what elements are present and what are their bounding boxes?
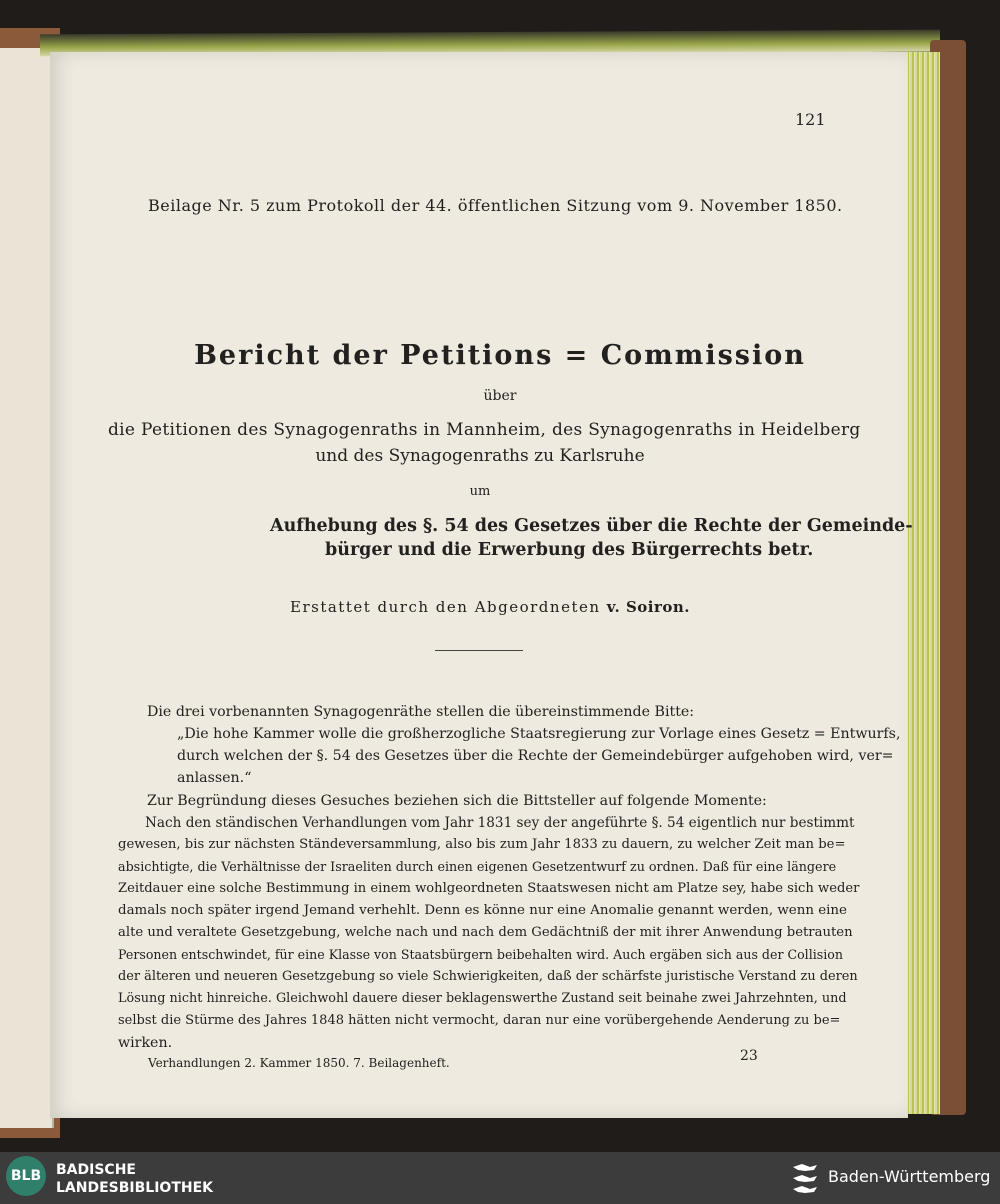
body-line: Personen entschwindet, für eine Klasse von Staatsbürgern beibehalten wird. Auch ergäben sich aus der Collision	[118, 947, 843, 962]
subject-line-2: bürger und die Erwerbung des Bürgerrechts betr.	[325, 540, 814, 560]
report-title: Bericht der Petitions = Commission	[194, 340, 806, 371]
petitions-line-2: und des Synagogenraths zu Karlsruhe	[315, 446, 645, 466]
library-name[interactable]	[56, 1161, 213, 1197]
library-name-line-2: LANDESBIBLIOTHEK	[56, 1180, 214, 1196]
left-page-edge	[0, 48, 54, 1128]
beilage-heading: Beilage Nr. 5 zum Protokoll der 44. öffentlichen Sitzung vom 9. November 1850.	[148, 196, 843, 215]
body-line: Die drei vorbenannten Synagogenräthe stellen die übereinstimmende Bitte:	[147, 704, 695, 720]
author-name: v. Soiron.	[606, 598, 691, 616]
body-line: Nach den ständischen Verhandlungen vom Jahr 1831 sey der angeführte §. 54 eigentlich nur bestimmt	[145, 815, 855, 831]
erstattet-text: Erstattet durch den Abgeordneten	[290, 598, 601, 616]
body-line: absichtigte, die Verhältnisse der Israeliten durch einen eigenen Gesetzentwurf zu ordnen. Daß für eine längere	[118, 859, 837, 874]
baden-wuerttemberg-lions-icon[interactable]	[790, 1161, 820, 1197]
body-line: damals noch später irgend Jemand verhehlt. Denn es könne nur eine Anomalie genannt werden, wenn eine	[118, 903, 847, 918]
page-number: 121	[795, 110, 826, 129]
library-name-line-1: BADISCHE	[56, 1162, 136, 1178]
body-line: „Die hohe Kammer wolle die großherzogliche Staatsregierung zur Vorlage eines Gesetz = Entwurfs,	[177, 726, 901, 742]
title-ueber: über	[483, 388, 517, 404]
signature-left: Verhandlungen 2. Kammer 1850. 7. Beilagenheft.	[148, 1056, 450, 1070]
petitions-line-1: die Petitionen des Synagogenraths in Mannheim, des Synagogenraths in Heidelberg	[108, 420, 861, 440]
body-line: anlassen.“	[177, 770, 252, 786]
body-line: Zeitdauer eine solche Bestimmung in einem wohlgeordneten Staatswesen nicht am Platze sey, habe sich weder	[118, 881, 860, 896]
body-line: durch welchen der §. 54 des Gesetzes über die Rechte der Gemeindebürger aufgehoben wird, ver=	[177, 748, 894, 764]
subject-line-1: Aufhebung des §. 54 des Gesetzes über die Rechte der Gemeinde-	[270, 516, 913, 536]
erstattet-line	[290, 598, 690, 616]
body-line: der älteren und neueren Gesetzgebung so viele Schwierigkeiten, daß der schärfste juristische Verstand zu deren	[118, 969, 858, 984]
separator-rule	[435, 650, 523, 651]
title-um: um	[469, 484, 491, 499]
body-line: gewesen, bis zur nächsten Ständeversammlung, also bis zum Jahr 1833 zu dauern, zu welcher Zeit man be=	[118, 837, 846, 852]
body-line: Zur Begründung dieses Gesuches beziehen sich die Bittsteller auf folgende Momente:	[147, 793, 767, 809]
body-line: Lösung nicht hinreiche. Gleichwohl dauere dieser beklagenswerthe Zustand seit beinahe zwei Jahrzehnten, und	[118, 991, 847, 1006]
signature-right: 23	[740, 1048, 758, 1064]
viewer-footer	[0, 1152, 1000, 1204]
body-line: selbst die Stürme des Jahres 1848 hätten nicht vermocht, daran nur eine vorübergehende Aenderung zu be=	[118, 1013, 841, 1028]
blb-logo[interactable]: BLB	[6, 1156, 46, 1196]
body-line: alte und veraltete Gesetzgebung, welche nach und nach dem Gedächtniß der mit ihrer Anwendung betrauten	[118, 925, 853, 940]
state-name[interactable]: Baden-Württemberg	[828, 1167, 991, 1186]
body-line: wirken.	[118, 1035, 173, 1051]
